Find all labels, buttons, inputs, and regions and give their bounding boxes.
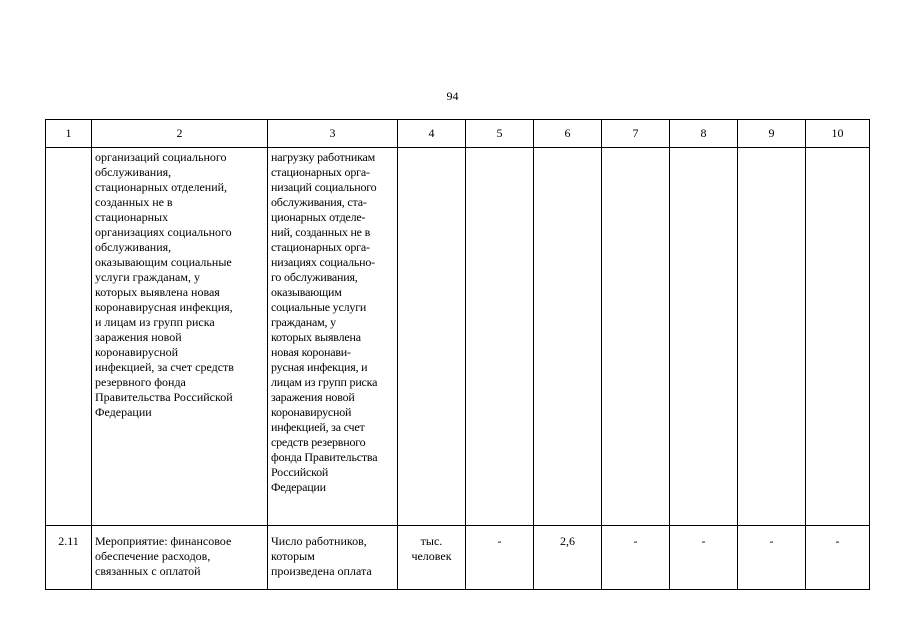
column-number: 10 — [806, 120, 870, 148]
text-line: социальные услуги — [271, 300, 367, 314]
text-line: Правительства Российской — [95, 390, 233, 404]
measure-name-cell — [92, 526, 268, 590]
text-line: инфекцией, за счет средств — [95, 360, 234, 374]
unit-cell — [398, 526, 466, 590]
page-number: 94 — [446, 89, 459, 103]
text-line: заражения новой — [271, 390, 355, 404]
text-line: организаций социального — [95, 150, 227, 164]
indicator-cell — [268, 148, 398, 526]
column-number: 3 — [268, 120, 398, 148]
text-line: стационарных — [95, 210, 169, 224]
column-number: 5 — [466, 120, 534, 148]
text-line: созданных не в — [95, 195, 173, 209]
text-line: Федерации — [271, 480, 326, 494]
column-number: 7 — [602, 120, 670, 148]
value-cell — [670, 148, 738, 526]
text-line: обслуживания, — [95, 240, 172, 254]
text-line: коронавирусной — [95, 345, 179, 359]
column-number: 4 — [398, 120, 466, 148]
text-line: человек — [411, 549, 452, 563]
text-line: инфекцией, за счет — [271, 420, 365, 434]
text-line: произведена оплата — [271, 564, 372, 578]
value-cell — [806, 148, 870, 526]
text-line: низациях социально- — [271, 255, 375, 269]
text-line: новая коронави- — [271, 345, 351, 359]
text-line: Федерации — [95, 405, 152, 419]
row-number — [46, 148, 92, 526]
text-line: которых выявлена — [271, 330, 361, 344]
text-line: стационарных орга- — [271, 240, 370, 254]
text-line: нагрузку работникам — [271, 150, 376, 164]
text-line: стационарных отделений, — [95, 180, 228, 194]
column-number-row — [46, 120, 870, 148]
column-number: 9 — [738, 120, 806, 148]
text-line: русная инфекция, и — [271, 360, 368, 374]
text-line: связанных с оплатой — [95, 564, 201, 578]
column-number: 6 — [534, 120, 602, 148]
text-line: го обслуживания, — [271, 270, 358, 284]
text-line: оказывающим — [271, 285, 342, 299]
text-line: обслуживания, ста- — [271, 195, 367, 209]
unit-cell — [398, 148, 466, 526]
text-line: которых выявлена новая — [95, 285, 220, 299]
text-line: услуги гражданам, у — [95, 270, 200, 284]
value-cell: - — [466, 526, 534, 590]
table-row — [46, 148, 870, 526]
value-cell — [738, 148, 806, 526]
text-line: организациях социального — [95, 225, 232, 239]
text-line: коронавирусной — [271, 405, 352, 419]
text-line: низаций социального — [271, 180, 377, 194]
text-line: средств резервного — [271, 435, 366, 449]
text-line: Число работников, — [271, 534, 367, 548]
column-number: 8 — [670, 120, 738, 148]
text-line: и лицам из групп риска — [95, 315, 215, 329]
text-line: стационарных орга- — [271, 165, 370, 179]
text-line: заражения новой — [95, 330, 182, 344]
value-cell: - — [738, 526, 806, 590]
column-number: 2 — [92, 120, 268, 148]
column-number: 1 — [46, 120, 92, 148]
text-line: лицам из групп риска — [271, 375, 378, 389]
indicator-cell — [268, 526, 398, 590]
row-number: 2.11 — [46, 526, 92, 590]
text-line: оказывающим социальные — [95, 255, 232, 269]
value-cell: - — [602, 526, 670, 590]
data-table — [45, 119, 870, 590]
text-line: обслуживания, — [95, 165, 172, 179]
measure-name-cell — [92, 148, 268, 526]
value-cell — [466, 148, 534, 526]
text-line: ний, созданных не в — [271, 225, 371, 239]
value-cell: 2,6 — [534, 526, 602, 590]
table-row — [46, 526, 870, 590]
text-line: ционарных отделе- — [271, 210, 366, 224]
text-line: коронавирусная инфекция, — [95, 300, 233, 314]
value-cell — [602, 148, 670, 526]
text-line: резервного фонда — [95, 375, 186, 389]
text-line: тыс. — [420, 534, 443, 548]
text-line: Мероприятие: финансовое — [95, 534, 232, 548]
value-cell: - — [670, 526, 738, 590]
text-line: фонда Правительства — [271, 450, 378, 464]
text-line: которым — [271, 549, 315, 563]
text-line: гражданам, у — [271, 315, 336, 329]
text-line: обеспечение расходов, — [95, 549, 211, 563]
text-line: Российской — [271, 465, 329, 479]
value-cell: - — [806, 526, 870, 590]
value-cell — [534, 148, 602, 526]
